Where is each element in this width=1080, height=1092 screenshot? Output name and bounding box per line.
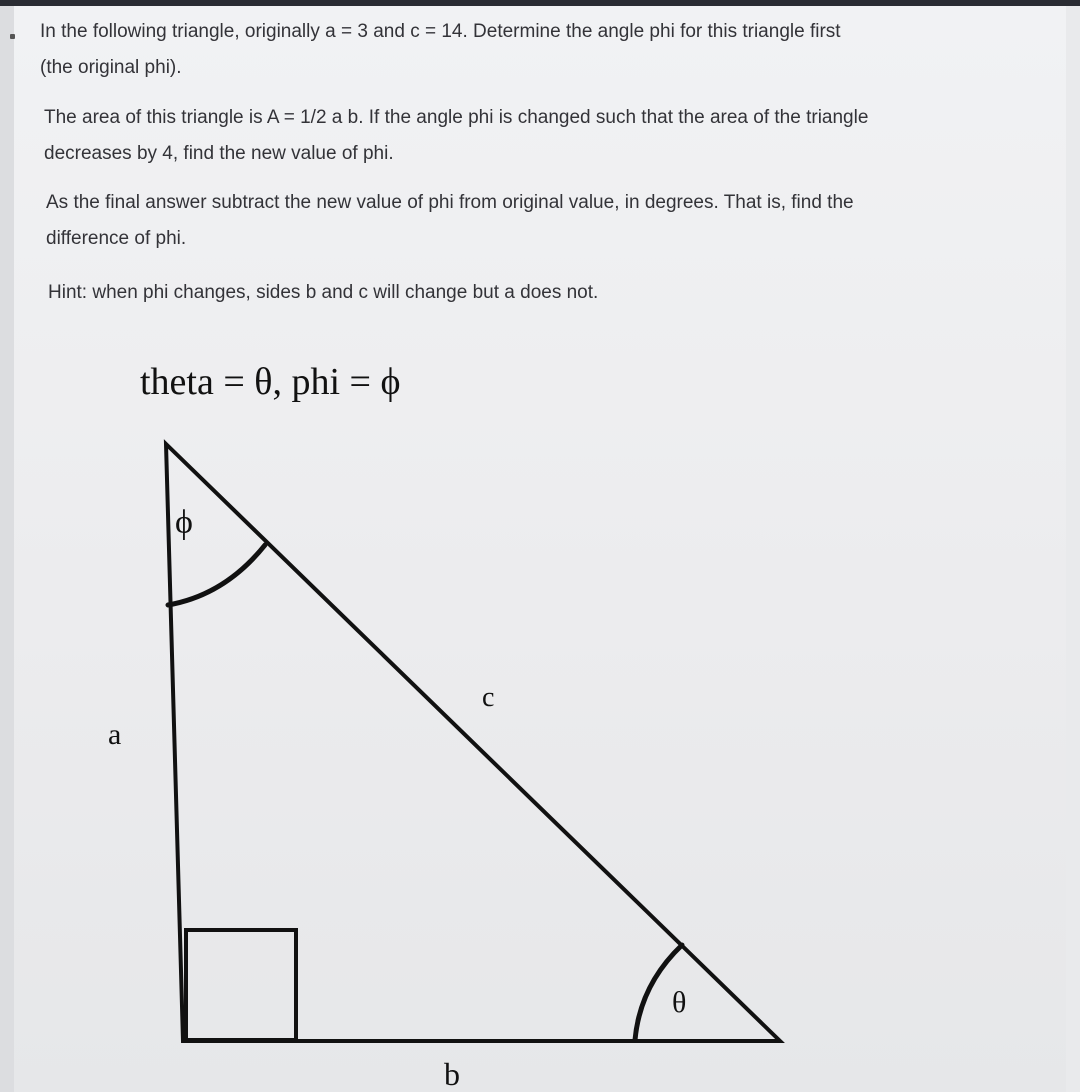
paragraph-1-line-1: In the following triangle, originally a = 3 and c = 14. Determine the angle phi for this triangle first — [40, 21, 841, 42]
paragraph-2-line-1: The area of this triangle is A = 1/2 a b. If the angle phi is changed such that the area of the triangle — [44, 107, 869, 128]
legend-theta: theta = θ — [140, 361, 273, 403]
paragraph-3-line-2: difference of phi. — [46, 228, 187, 249]
paragraph-1-line-2: (the original phi). — [40, 57, 182, 78]
paragraph-2-line-2: decreases by 4, find the new value of phi. — [44, 143, 394, 164]
legend-separator: , — [272, 361, 292, 403]
side-c-label: c — [482, 682, 495, 713]
side-a-label: a — [108, 718, 122, 751]
hint-line: Hint: when phi changes, sides b and c will change but a does not. — [48, 282, 599, 303]
phi-label: ϕ — [175, 504, 193, 541]
side-b-label: b — [444, 1056, 460, 1092]
legend-phi: phi = ϕ — [291, 361, 401, 403]
paragraph-3-line-1: As the final answer subtract the new value of phi from original value, in degrees. That is, find the — [46, 192, 854, 213]
theta-label: θ — [672, 986, 687, 1019]
triangle-outline — [166, 444, 780, 1041]
phi-angle-arc — [168, 545, 265, 605]
right-angle-marker — [186, 930, 296, 1040]
